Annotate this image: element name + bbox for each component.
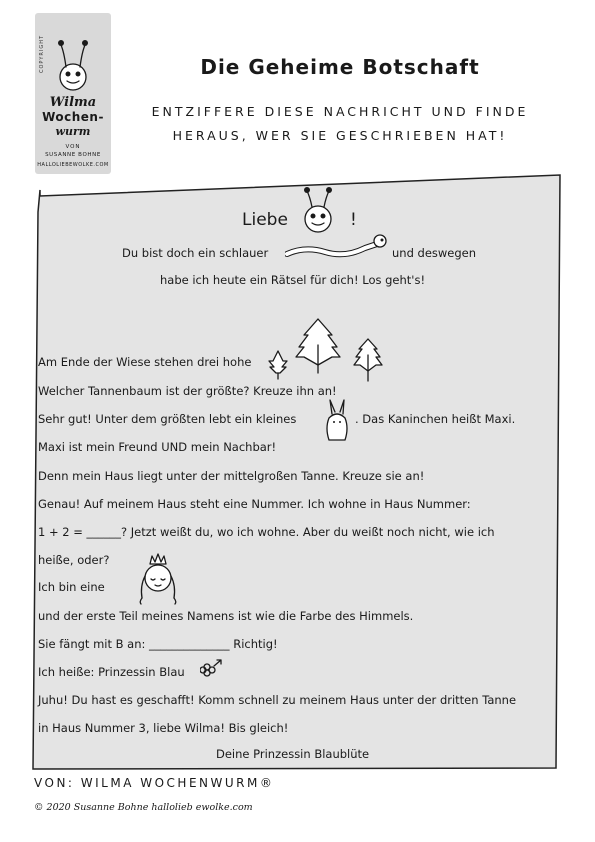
letter-line12: Ich heiße: Prinzessin Blau: [38, 665, 185, 679]
letter-intro1-a: Du bist doch ein schlauer: [122, 246, 269, 260]
letter-line2: Welcher Tannenbaum ist der größte? Kreuze ihn an!: [38, 384, 337, 398]
letter-line1: Am Ende der Wiese stehen drei hohe: [38, 355, 252, 369]
badge-name-line1: Wilma: [49, 95, 97, 110]
letter-intro2: habe ich heute ein Rätsel für dich! Los geht's!: [160, 273, 426, 287]
letter-line14: in Haus Nummer 3, liebe Wilma! Bis gleich!: [38, 721, 289, 735]
letter-line3-b: . Das Kaninchen heißt Maxi.: [355, 412, 516, 426]
princess-icon: [136, 552, 180, 606]
letter-line9: Ich bin eine: [38, 580, 105, 594]
flower-icon: [200, 657, 224, 679]
footer-from: VON: WILMA WOCHENWURM®: [34, 776, 275, 790]
badge-name-line2: Wochen-: [42, 110, 104, 124]
letter-greeting-end: !: [350, 210, 357, 230]
letter-line4: Maxi ist mein Freund UND mein Nachbar!: [38, 440, 277, 454]
letter-line8: heiße, oder?: [38, 553, 110, 567]
page-title: Die Geheime Botschaft: [200, 55, 480, 79]
fir-trees-icon: [266, 315, 386, 385]
subtitle-line1: ENTZIFFERE DIESE NACHRICHT UND FINDE: [151, 104, 529, 119]
letter-greeting: Liebe: [242, 210, 288, 230]
letter-line3-a: Sehr gut! Unter dem größten lebt ein kleines: [38, 412, 297, 426]
worm-face-icon: [297, 185, 339, 235]
worm-icon: [285, 232, 390, 262]
footer-copyright: © 2020 Susanne Bohne hallolieb ewolke.com: [34, 802, 253, 813]
rabbit-icon: [322, 398, 352, 444]
letter-line5: Denn mein Haus liegt unter der mittelgroßen Tanne. Kreuze sie an!: [38, 469, 425, 483]
badge-author: SUSANNE BOHNE: [45, 152, 101, 158]
letter-line13: Juhu! Du hast es geschafft! Komm schnell zu meinem Haus unter der dritten Tanne: [38, 693, 517, 707]
letter-line6: Genau! Auf meinem Haus steht eine Nummer. Ich wohne in Haus Nummer:: [38, 497, 471, 511]
badge-copyright: COPYRIGHT: [39, 34, 45, 73]
letter-signature: Deine Prinzessin Blaublüte: [216, 747, 370, 761]
subtitle-line2: HERAUS, WER SIE GESCHRIEBEN HAT!: [172, 128, 508, 143]
letter-line11: Sie fängt mit B an: ______________ Richtig!: [38, 637, 278, 651]
badge-name-line3: wurm: [55, 125, 91, 138]
badge-von: VON: [65, 144, 81, 150]
letter-intro1-b: und deswegen: [392, 246, 477, 260]
letter-line10: und der erste Teil meines Namens ist wie die Farbe des Himmels.: [38, 609, 414, 623]
badge-site: HALLOLIEBEWOLKE.COM: [37, 162, 109, 168]
letter-line7: 1 + 2 = ______? Jetzt weißt du, wo ich wohne. Aber du weißt noch nicht, wie ich: [38, 525, 495, 539]
